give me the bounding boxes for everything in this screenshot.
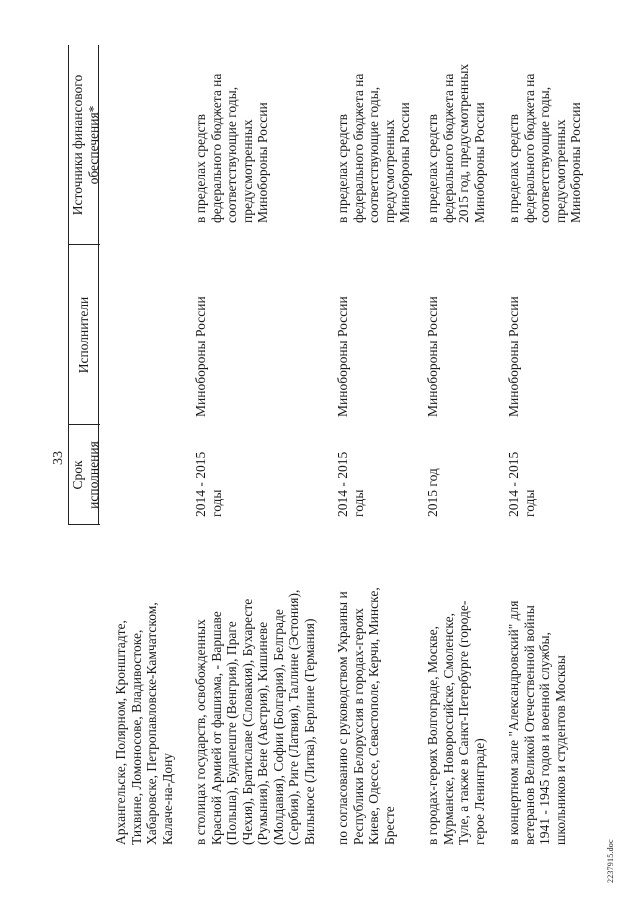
- executors-row-4: Минобороны России: [506, 296, 521, 417]
- event-row-3: в городах-героях Волгограде, Москве, Мурманске, Новороссийске, Смоленске, Туле, а также в Санкт-Петербурге (городе- герое Ленинграде): [425, 600, 487, 845]
- event-row-0: Архангельске, Полярном, Кронштадте, Тихвине, Ломоносове, Владивостоке, Хабаровске, Петропавловске-Камчатском, Калаче-на-Дону: [113, 602, 175, 845]
- deadline-row-3: 2015 год: [425, 468, 440, 517]
- page-number: 33: [51, 451, 66, 465]
- col-divider-3: [68, 244, 100, 245]
- executors-row-2: Минобороны России: [335, 296, 350, 417]
- funding-row-4: в пределах средств федерального бюджета на соответствующие годы, предусмотренных Минобороны России: [506, 73, 583, 223]
- funding-row-2: в пределах средств федерального бюджета на соответствующие годы, предусмотренных Минобороны России: [335, 73, 412, 223]
- executors-row-1: Минобороны России: [193, 296, 208, 417]
- executors-row-3: Минобороны России: [425, 296, 440, 417]
- event-row-2: по согласованию с руководством Украины и Республики Белоруссия в городах-героях Киеве, Одессе, Севастополе, Керчи, Минске, Бресте: [335, 587, 397, 845]
- funding-row-3: в пределах средств федерального бюджета на 2015 год, предусмотренных Минобороны России: [425, 63, 487, 223]
- footer-filename: 2237915.doc: [606, 839, 615, 883]
- event-row-1: в столицах государств, освобожденных Красной Армией от фашизма, - Варшаве (Польша), Будапеште (Венгрия), Праге (Чехия), Братиславе (Словакия), Бухаресте (Румыния), Вене (Австрия), Кишиневе (Молдавия), Софии (Болгария), Белграде (Сербия), Риге (Латвия), Таллине (Эстония), Вильнюсе (Литва), Берлине (Германия): [193, 589, 317, 845]
- deadline-row-4: 2014 - 2015 годы: [506, 451, 537, 517]
- col-divider-2: [68, 424, 100, 425]
- funding-row-1: в пределах средств федерального бюджета на соответствующие годы, предусмотренных Минобороны России: [193, 73, 270, 223]
- col-divider-1: [68, 524, 100, 525]
- header-deadline: Срок исполнения: [70, 441, 101, 509]
- header-executors: Исполнители: [76, 296, 91, 374]
- event-row-4: в концертном зале "Александровский" для ветеранов Великой Отечественной войны 1941 - 1945 годов и военной службы, школьников и студентов Москвы: [506, 600, 568, 845]
- table-top-border: [68, 45, 69, 525]
- deadline-row-1: 2014 - 2015 годы: [193, 451, 224, 517]
- header-funding: Источники финансового обеспечения*: [70, 74, 101, 216]
- deadline-row-2: 2014 - 2015 годы: [335, 451, 366, 517]
